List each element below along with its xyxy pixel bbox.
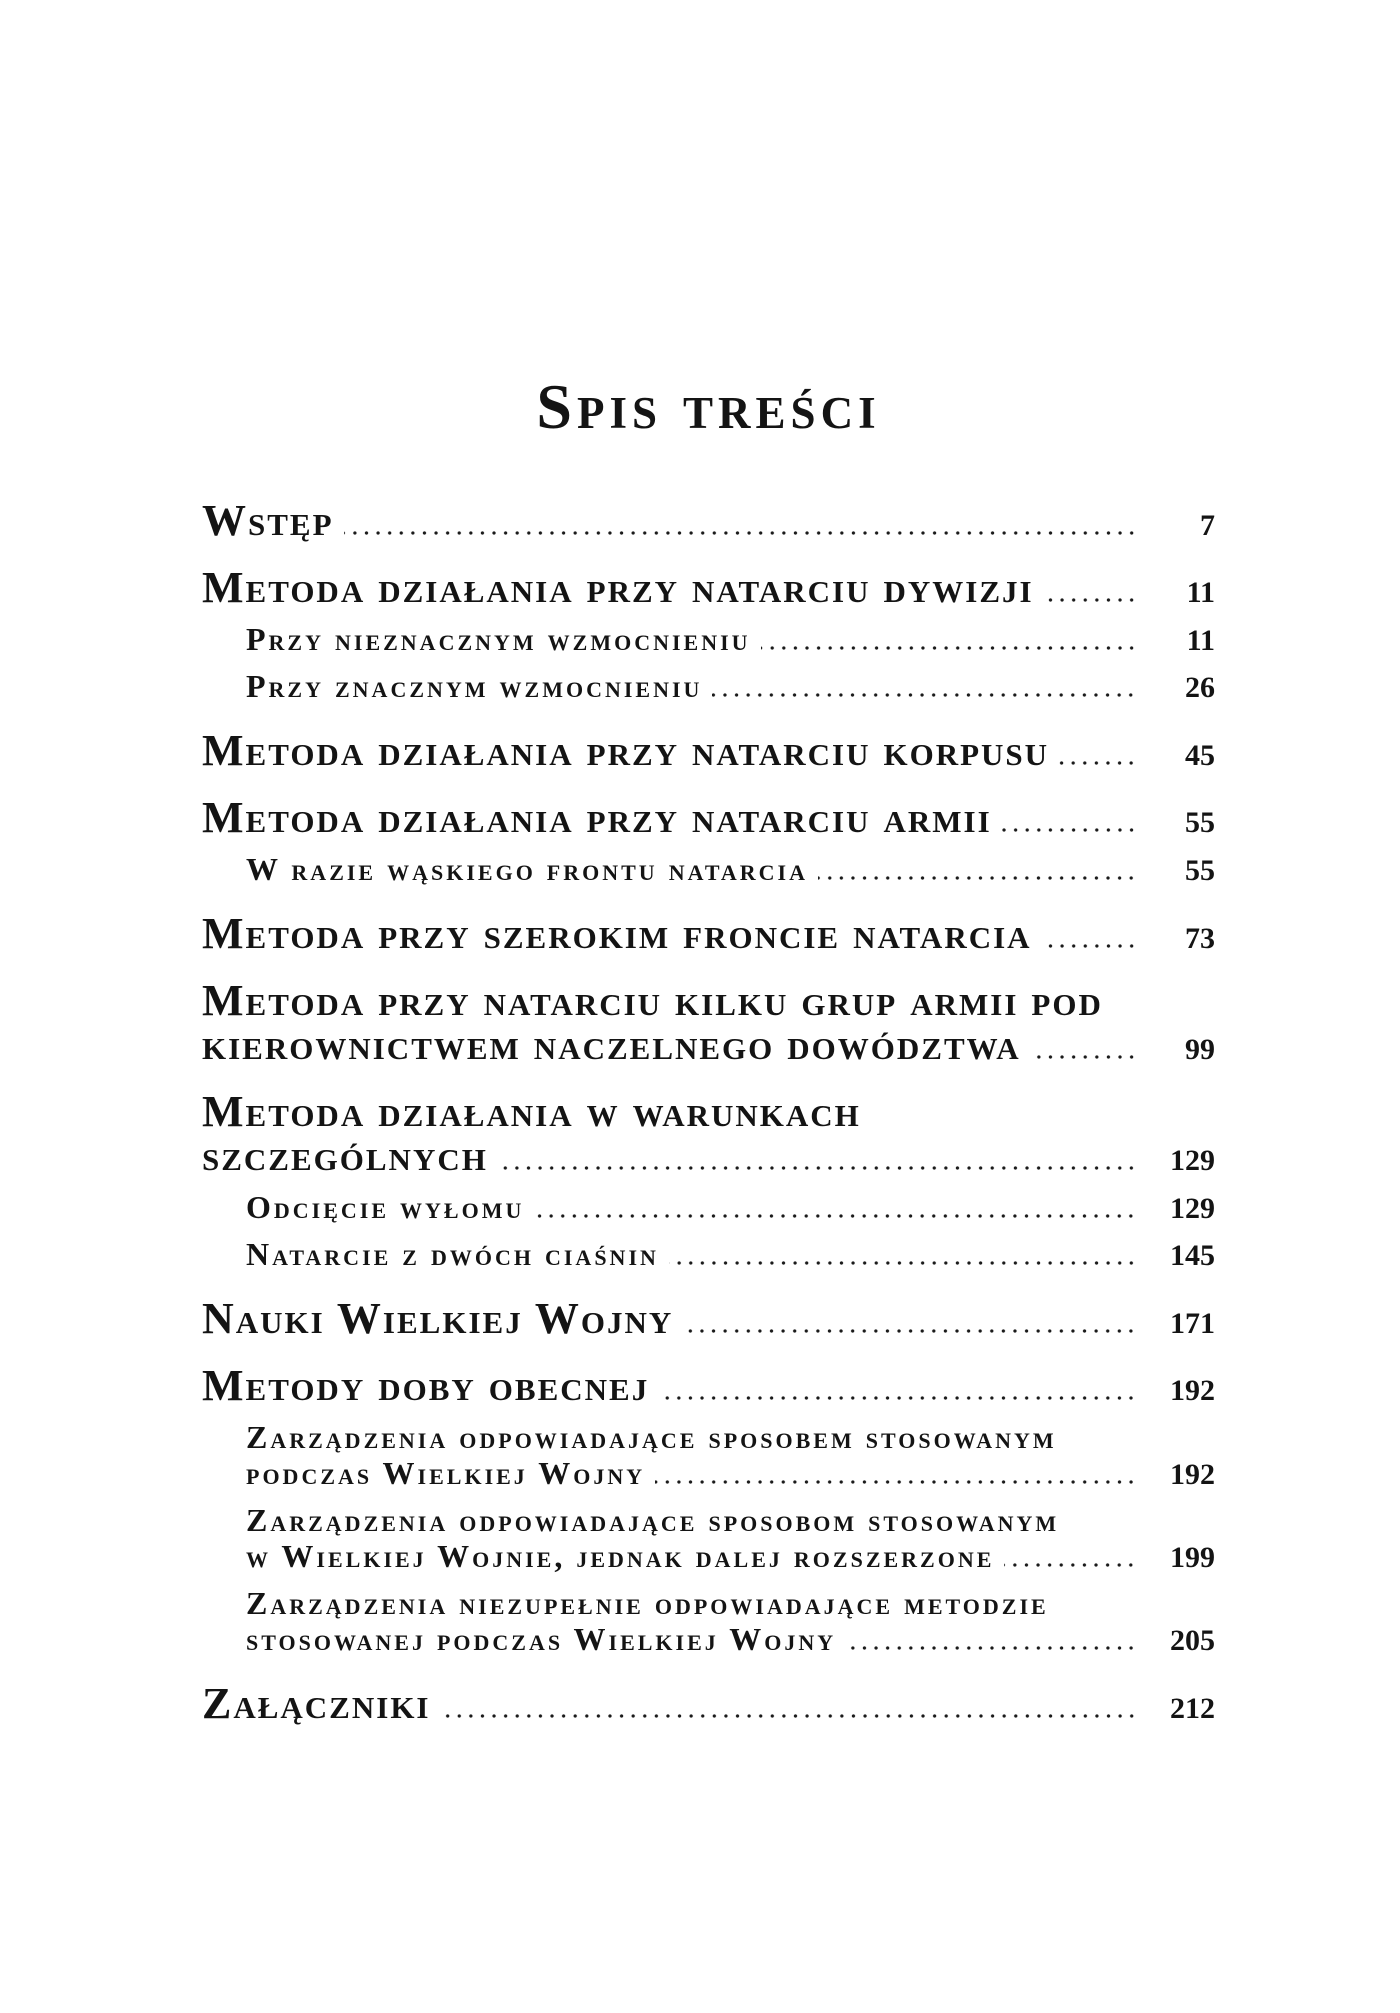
dot-leader	[344, 531, 1137, 535]
page-number: 205	[1170, 1624, 1215, 1657]
page-number: 55	[1185, 806, 1215, 839]
toc-chapter-entry	[202, 726, 1215, 775]
dot-leader	[1059, 761, 1137, 765]
entry-title-text: podczas Wielkiej Wojny	[246, 1455, 646, 1491]
entry-last-line	[246, 1236, 1215, 1272]
entry-title-text: Metoda działania przy natarciu korpusu	[202, 726, 1050, 775]
toc-chapter-entry	[202, 909, 1215, 958]
entry-last-line	[246, 1621, 1215, 1657]
entry-last-line	[202, 563, 1215, 612]
entry-last-line	[202, 1131, 1215, 1180]
page-title: Spis treści	[536, 371, 881, 442]
entry-title-text: Przy znacznym wzmocnieniu	[246, 668, 703, 704]
page-number: 171	[1170, 1307, 1215, 1340]
entry-title-text: Metoda przy szerokim froncie natarcia	[202, 909, 1032, 958]
dot-leader	[818, 876, 1137, 880]
page-number: 192	[1170, 1374, 1215, 1407]
toc-section-entry	[202, 1419, 1215, 1491]
entry-line	[246, 1585, 1215, 1621]
dot-leader	[1002, 828, 1137, 832]
dot-leader	[1004, 1563, 1137, 1567]
dot-leader	[761, 646, 1137, 650]
entry-title-text: Załączniki	[202, 1679, 431, 1728]
entry-line	[202, 976, 1215, 1025]
page-number: 129	[1170, 1192, 1215, 1225]
page-number: 129	[1170, 1144, 1215, 1177]
dot-leader	[683, 1329, 1137, 1333]
dot-leader	[498, 1166, 1137, 1170]
entry-last-line	[202, 1294, 1215, 1343]
entry-last-line	[202, 909, 1215, 958]
toc-section-entry	[202, 621, 1215, 657]
toc-entry-list	[202, 496, 1215, 1728]
entry-title-text: Natarcie z dwóch ciaśnin	[246, 1236, 659, 1272]
toc-chapter-entry	[202, 563, 1215, 612]
dot-leader	[441, 1714, 1138, 1718]
entry-last-line	[202, 1679, 1215, 1728]
dot-leader	[659, 1396, 1137, 1400]
entry-title-text: Zarządzenia odpowiadające sposobom stosowanym	[246, 1502, 1060, 1538]
toc-section-entry	[202, 1585, 1215, 1657]
entry-last-line	[246, 1538, 1215, 1574]
page-number: 45	[1185, 739, 1215, 772]
entry-title-text: Metody doby obecnej	[202, 1361, 650, 1410]
toc-chapter-entry	[202, 1679, 1215, 1728]
entry-last-line	[202, 496, 1215, 545]
entry-last-line	[246, 621, 1215, 657]
entry-last-line	[202, 726, 1215, 775]
toc-chapter-entry	[202, 1361, 1215, 1410]
toc-chapter-entry	[202, 1294, 1215, 1343]
page-number: 199	[1170, 1541, 1215, 1574]
entry-title-text: w Wielkiej Wojnie, jednak dalej rozszerzone	[246, 1538, 995, 1574]
entry-title-text: Wstęp	[202, 496, 334, 545]
dot-leader	[1031, 1055, 1137, 1059]
page-number: 11	[1186, 576, 1215, 609]
entry-title-text: Metoda przy natarciu kilku grup armii pod	[202, 976, 1103, 1025]
toc-chapter-entry	[202, 496, 1215, 545]
entry-title-text: Przy nieznacznym wzmocnieniu	[246, 621, 751, 657]
toc-section-entry	[202, 1189, 1215, 1225]
entry-last-line	[246, 668, 1215, 704]
entry-title-text: W razie wąskiego frontu natarcia	[246, 851, 808, 887]
entry-title-text: Metoda działania przy natarciu dywizji	[202, 563, 1034, 612]
page-number: 192	[1170, 1458, 1215, 1491]
dot-leader	[1044, 598, 1137, 602]
entry-last-line	[246, 851, 1215, 887]
toc-chapter-entry	[202, 976, 1215, 1069]
dot-leader	[655, 1480, 1137, 1484]
page-number: 55	[1185, 854, 1215, 887]
entry-last-line	[246, 1189, 1215, 1225]
toc-chapter-entry	[202, 1087, 1215, 1180]
dot-leader	[712, 693, 1137, 697]
dot-leader	[846, 1646, 1137, 1650]
toc-chapter-entry	[202, 793, 1215, 842]
entry-title-text: Metoda działania w warunkach	[202, 1087, 861, 1136]
toc-section-entry	[202, 668, 1215, 704]
entry-title-text: Zarządzenia odpowiadające sposobem stosowanym	[246, 1419, 1057, 1455]
page-number: 99	[1185, 1033, 1215, 1066]
entry-title-text: stosowanej podczas Wielkiej Wojny	[246, 1621, 837, 1657]
entry-line	[202, 1087, 1215, 1136]
page-number: 26	[1185, 671, 1215, 704]
page-number: 7	[1200, 509, 1215, 542]
entry-title-text: Zarządzenia niezupełnie odpowiadające metodzie	[246, 1585, 1049, 1621]
entry-line	[246, 1419, 1215, 1455]
entry-last-line	[246, 1455, 1215, 1491]
entry-title-text: kierownictwem naczelnego dowództwa	[202, 1020, 1021, 1069]
entry-line	[246, 1502, 1215, 1538]
entry-title-text: szczególnych	[202, 1131, 488, 1180]
toc-section-entry	[202, 851, 1215, 887]
page-number: 212	[1170, 1692, 1215, 1725]
entry-last-line	[202, 1361, 1215, 1410]
page-number: 73	[1185, 922, 1215, 955]
entry-last-line	[202, 793, 1215, 842]
entry-last-line	[202, 1020, 1215, 1069]
dot-leader	[1042, 944, 1137, 948]
entry-title-text: Odcięcie wyłomu	[246, 1189, 525, 1225]
page-number: 11	[1186, 624, 1215, 657]
dot-leader	[534, 1214, 1137, 1218]
entry-title-text: Nauki Wielkiej Wojny	[202, 1294, 674, 1343]
toc-section-entry	[202, 1236, 1215, 1272]
dot-leader	[669, 1261, 1137, 1265]
page-number: 145	[1170, 1239, 1215, 1272]
toc-section-entry	[202, 1502, 1215, 1574]
table-of-contents	[202, 369, 1215, 1726]
entry-title-text: Metoda działania przy natarciu armii	[202, 793, 992, 842]
